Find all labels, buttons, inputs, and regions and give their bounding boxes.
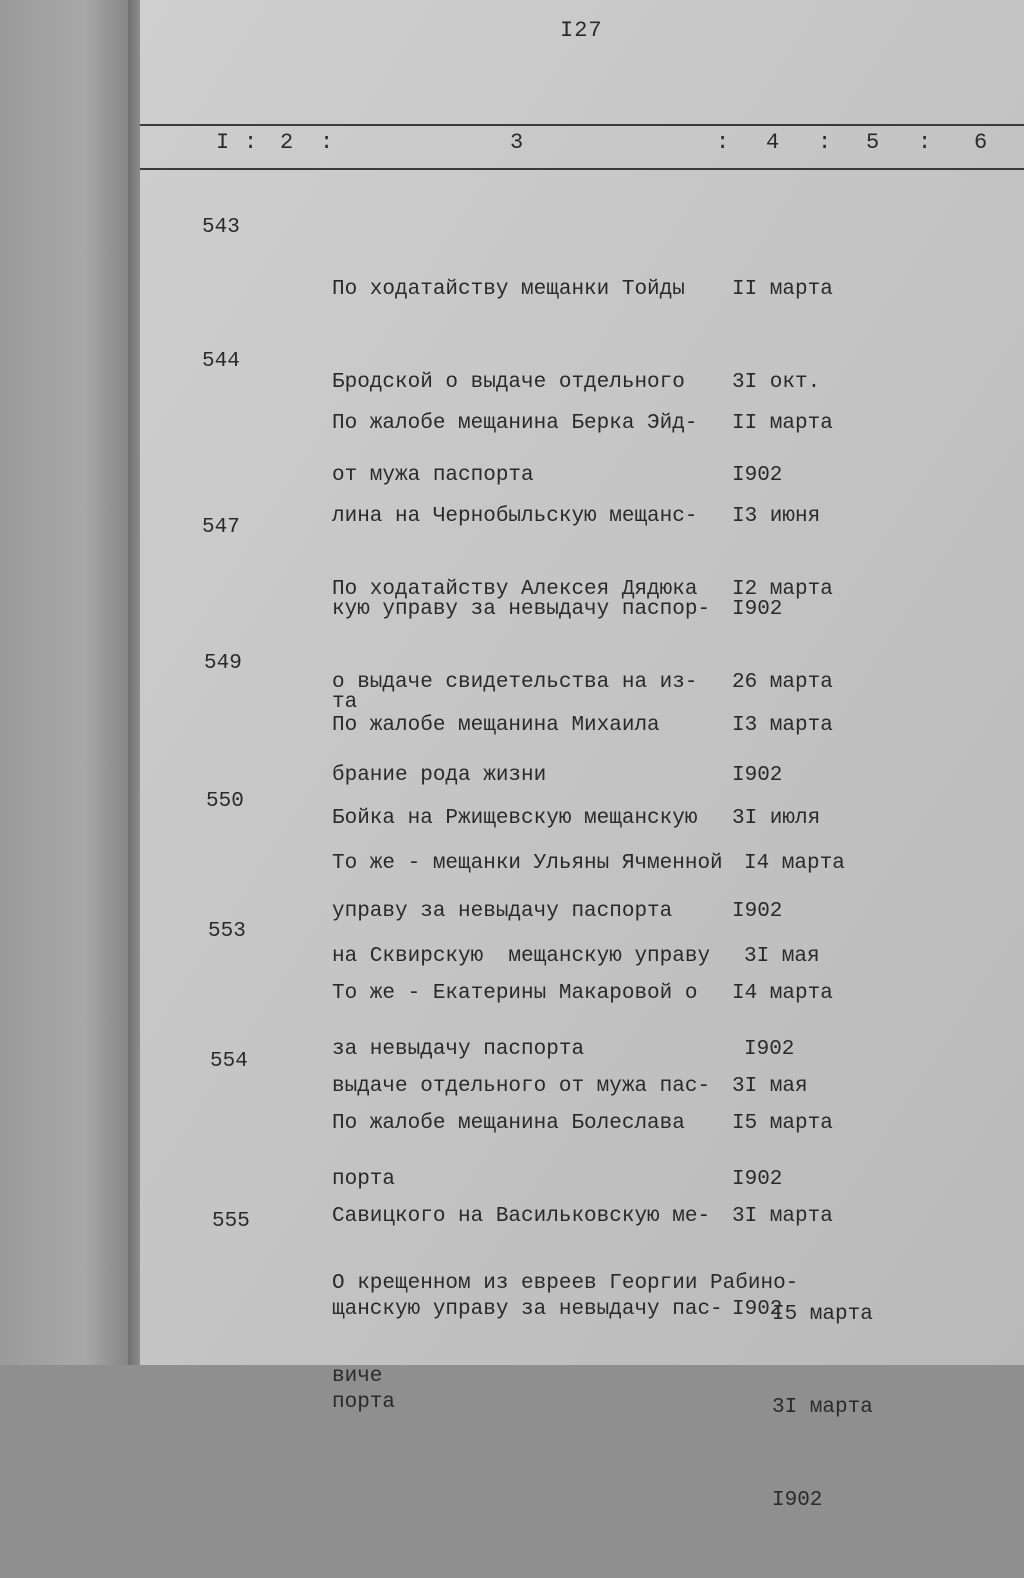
start-date: I4 марта [732,982,833,1005]
year: I902 [732,1168,783,1191]
header-rule-bottom [140,168,1024,170]
start-date: II марта [732,278,833,301]
year: I902 [732,900,783,923]
description-line: порта [332,1168,396,1191]
description-line: виче [332,1365,383,1388]
column-separator: : [918,130,932,155]
entry-number: 555 [212,1210,250,1233]
end-date: 3I марта [732,1205,833,1228]
description-line: По жалобе мещанина Берка Эйд- [332,412,698,435]
description-line: То же - мещанки Ульяны Ячменной [332,852,723,875]
start-date: I5 марта [732,1112,833,1135]
description-line: По ходатайству мещанки Тойды [332,278,685,301]
description-line: По жалобе мещанина Болеслава [332,1112,685,1135]
year: I902 [744,1038,795,1061]
page-number: I27 [560,18,603,43]
end-date: 3I мая [744,945,820,968]
end-date: 26 марта [732,671,833,694]
start-date: I5 марта [772,1303,873,1326]
description-line: Бойка на Ржищевскую мещанскую [332,807,698,830]
year: I902 [732,764,783,787]
description-line: кую управу за невыдачу паспор- [332,598,711,621]
column-separator: : [320,130,334,155]
description-line: порта [332,1391,396,1414]
column-header-2: 2 [280,130,294,155]
start-date: I2 марта [732,578,833,601]
description-line: о выдаче свидетельства на из- [332,671,698,694]
start-date: I4 марта [744,852,845,875]
end-date: 3I марта [772,1396,873,1419]
description-line: То же - Екатерины Макаровой о [332,982,698,1005]
description-line: Бродской о выдаче отдельного [332,371,685,394]
header-rule-top [140,124,1024,126]
entry-number: 549 [204,652,242,675]
description-line: та [332,691,358,714]
year: I902 [772,1489,823,1512]
end-date: 3I июля [732,807,821,830]
column-header-4: 4 [766,130,780,155]
description-line: О крещенном из евреев Георгии Рабино- [332,1272,799,1295]
entry-number: 553 [208,920,246,943]
description-line: По жалобе мещанина Михаила [332,714,660,737]
entry-description [332,1206,798,1454]
column-header-1: I [216,130,230,155]
entry-number: 554 [210,1050,248,1073]
description-line: Савицкого на Васильковскую ме- [332,1205,711,1228]
entry-number: 550 [206,790,244,813]
column-separator: : [244,130,258,155]
year: I902 [732,598,783,621]
description-line: управу за невыдачу паспорта [332,900,673,923]
end-date: I3 июня [732,505,821,528]
column-header-3: 3 [510,130,524,155]
year: I902 [732,1298,783,1321]
column-separator: : [818,130,832,155]
description-line: за невыдачу паспорта [332,1038,585,1061]
entry-number: 547 [202,516,240,539]
entry-number: 544 [202,350,240,373]
document-page [140,0,1024,1512]
start-date: I3 марта [732,714,833,737]
end-date: 3I мая [732,1075,808,1098]
entry-dates [772,1237,873,1578]
column-separator: : [716,130,730,155]
description-line: лина на Чернобыльскую мещанс- [332,505,698,528]
column-header-row [140,130,1024,166]
description-line: щанскую управу за невыдачу пас- [332,1298,723,1321]
entry-number: 543 [202,216,240,239]
column-header-5: 5 [866,130,880,155]
facing-page [0,0,140,1365]
column-header-6: 6 [974,130,988,155]
description-line: от мужа паспорта [332,464,534,487]
description-line: выдаче отдельного от мужа пас- [332,1075,711,1098]
end-date: 3I окт. [732,371,821,394]
description-line: брание рода жизни [332,764,547,787]
start-date: II марта [732,412,833,435]
year: I902 [732,464,783,487]
description-line: на Сквирскую мещанскую управу [332,945,711,968]
description-line: По ходатайству Алексея Дядюка [332,578,698,601]
